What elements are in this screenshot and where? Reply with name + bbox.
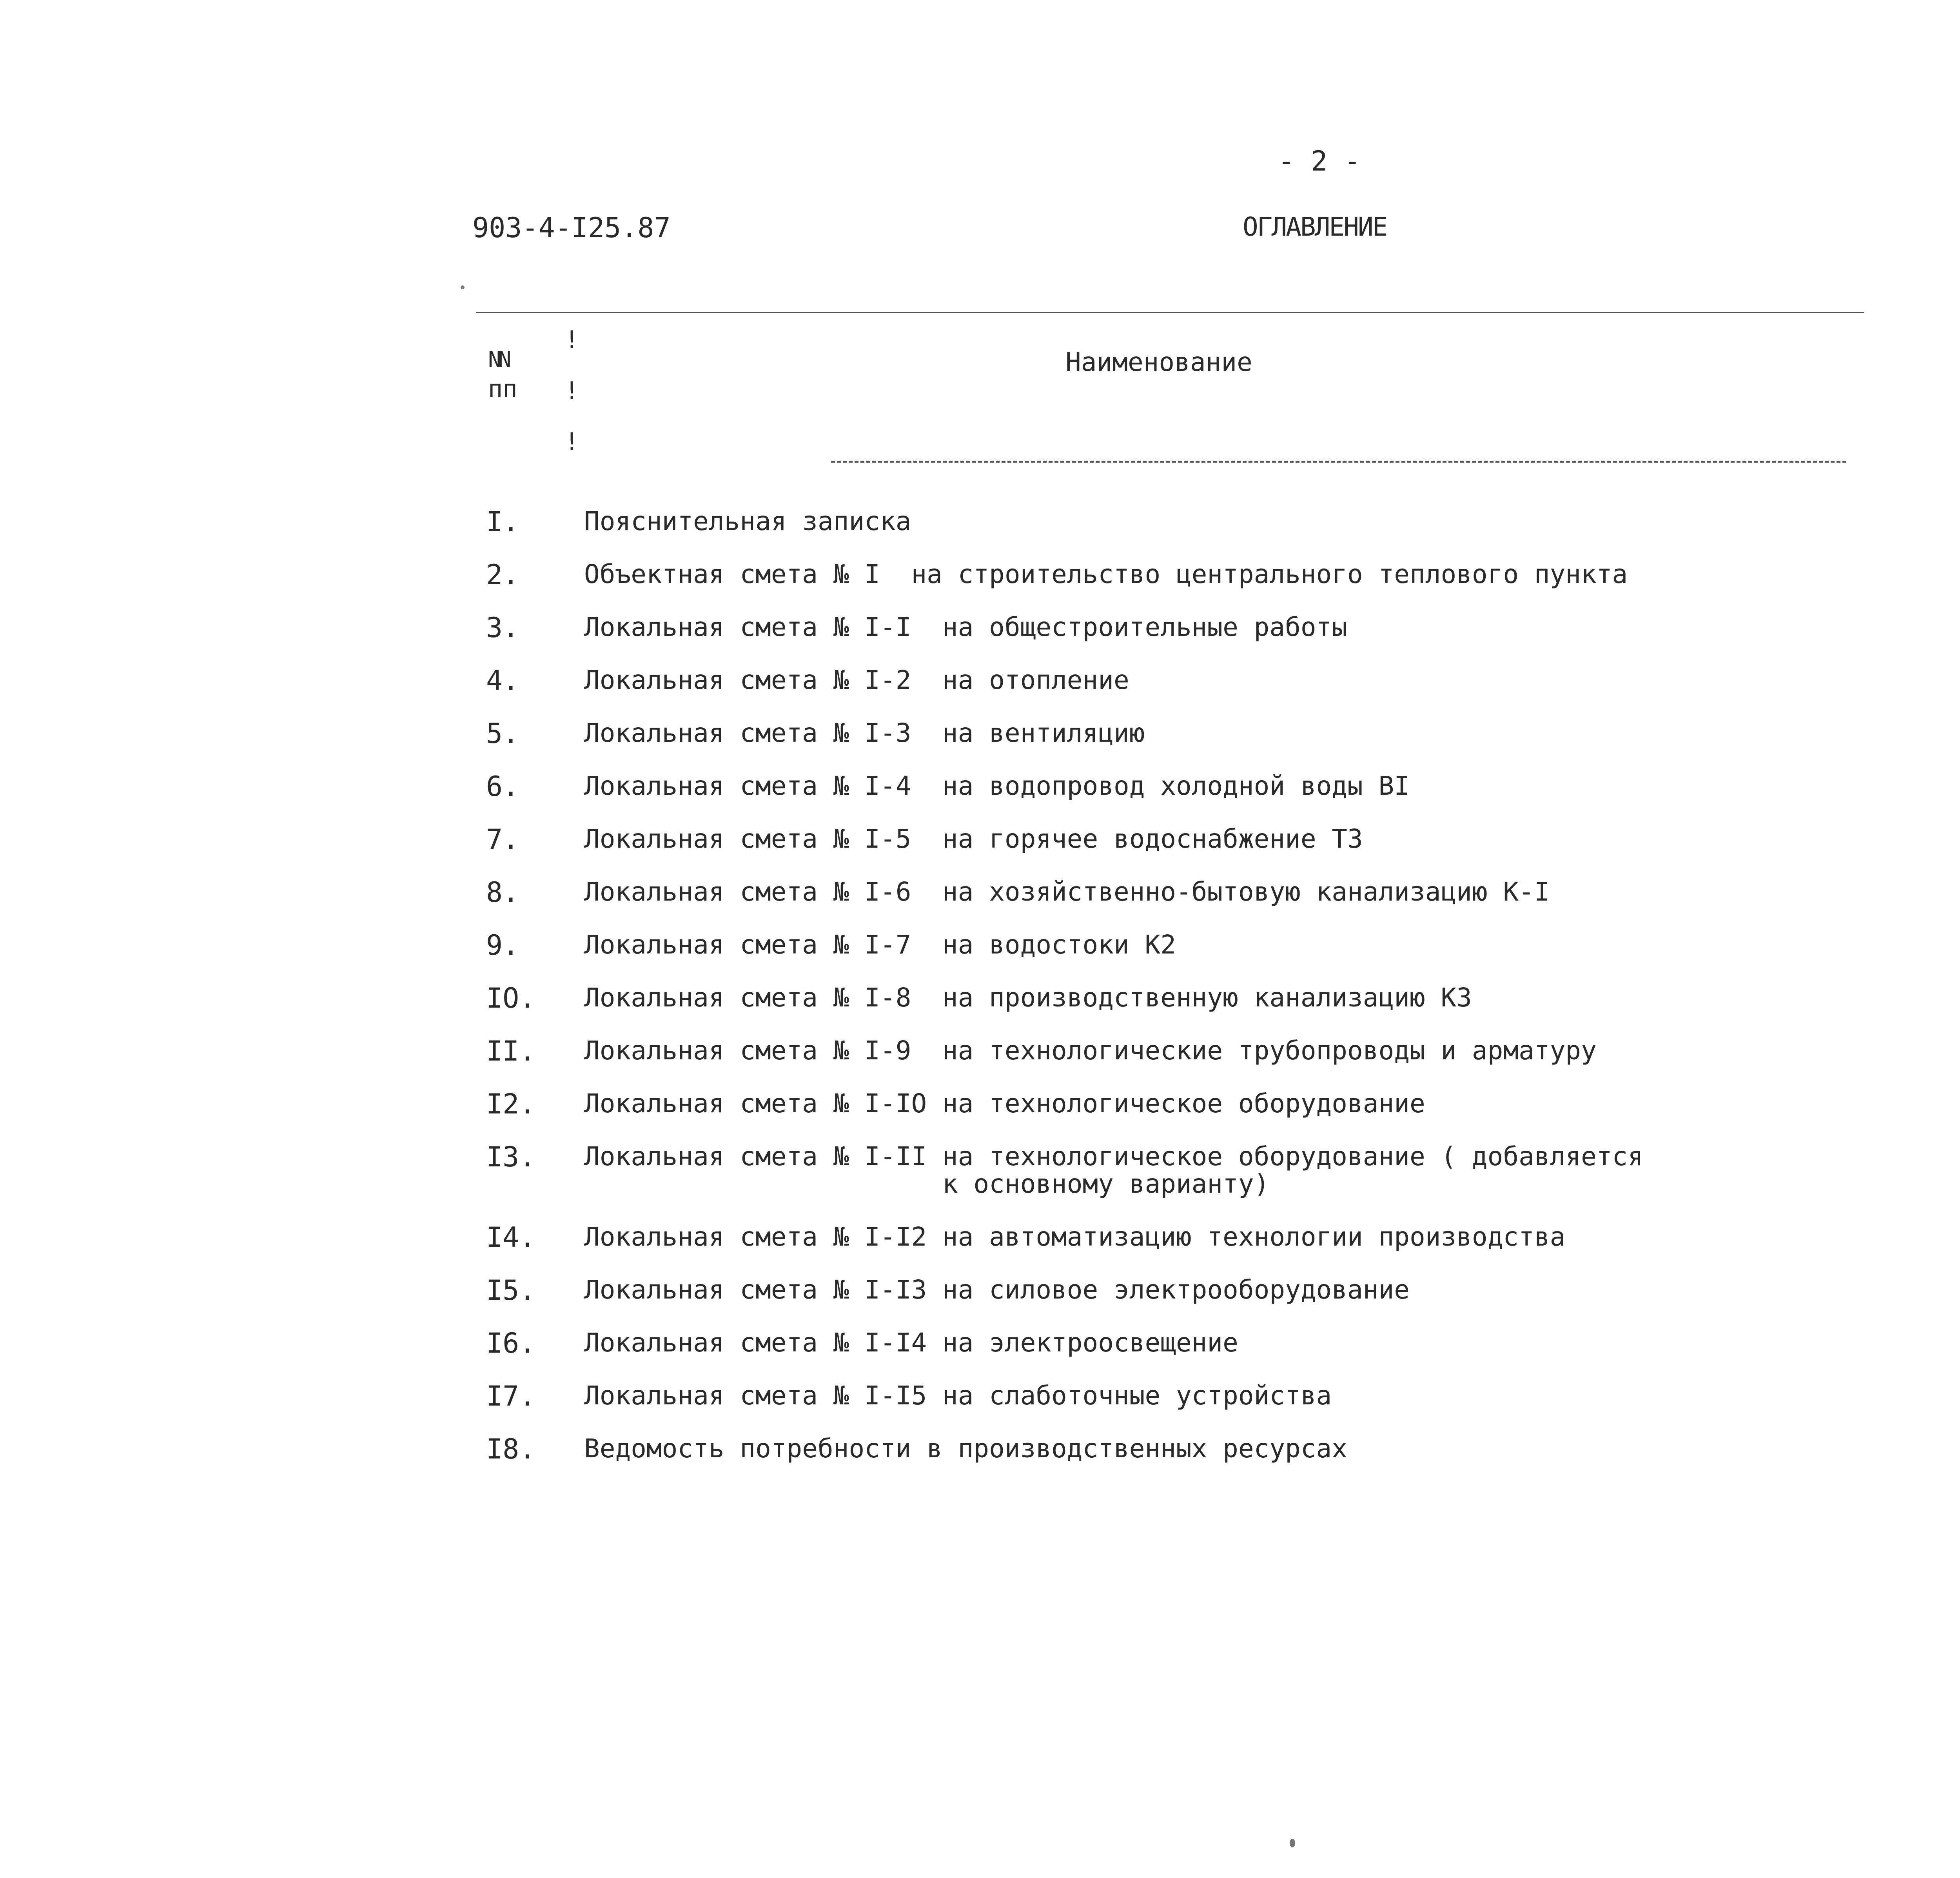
column-header-name: Наименование — [1065, 347, 1252, 377]
item-number: IO. — [486, 982, 536, 1014]
item-title: Локальная смета № I-II на технологическое оборудование ( добавляется к основному варианту) — [584, 1141, 1644, 1199]
item-title: Локальная смета № I-3 на вентиляцию — [584, 718, 1145, 748]
item-title: Локальная смета № I-4 на водопровод холодной воды BI — [584, 771, 1410, 801]
item-title: Локальная смета № I-I3 на силовое электрооборудование — [584, 1275, 1410, 1305]
item-number: I4. — [486, 1221, 536, 1253]
item-number: II. — [486, 1035, 536, 1067]
item-number: I3. — [486, 1141, 536, 1173]
item-number: I7. — [486, 1380, 536, 1412]
column-separator: ! — [564, 427, 579, 456]
column-separator: ! — [564, 376, 579, 405]
item-title: Локальная смета № I-2 на отопление — [584, 665, 1129, 695]
item-number: 6. — [486, 770, 519, 803]
item-title: Локальная смета № I-9 на технологические трубопроводы и арматуру — [584, 1035, 1597, 1066]
header-bottom-rule — [831, 461, 1846, 463]
item-title: Ведомость потребности в производственных ресурсах — [584, 1433, 1348, 1464]
item-title: Объектная смета № I на строительство центрального теплового пункта — [584, 559, 1628, 589]
item-number: 9. — [486, 929, 519, 961]
item-number: 7. — [486, 823, 519, 855]
item-number: I6. — [486, 1327, 536, 1359]
item-title: Локальная смета № I-I на общестроительные работы — [584, 612, 1348, 642]
scan-speck — [1290, 1839, 1295, 1847]
scan-speck — [461, 285, 465, 289]
column-separator: ! — [564, 325, 579, 354]
item-title: Локальная смета № I-I4 на электроосвещение — [584, 1328, 1238, 1358]
item-number: 4. — [486, 665, 519, 697]
item-number: 2. — [486, 559, 519, 591]
item-title: Локальная смета № I-8 на производственную канализацию КЗ — [584, 983, 1472, 1013]
page-number: - 2 - — [1278, 145, 1361, 177]
item-number: 8. — [486, 876, 519, 908]
item-title: Локальная смета № I-7 на водостоки К2 — [584, 930, 1176, 960]
document-code: 903-4-I25.87 — [472, 212, 671, 244]
item-title: Локальная смета № I-6 на хозяйственно-бытовую канализацию К-I — [584, 877, 1550, 907]
item-title: Локальная смета № I-I5 на слаботочные устройства — [584, 1380, 1332, 1411]
table-top-rule — [476, 312, 1864, 313]
item-number: 5. — [486, 717, 519, 750]
item-number: I2. — [486, 1088, 536, 1120]
item-title: Локальная смета № I-I2 на автоматизацию технологии производства — [584, 1222, 1566, 1252]
column-header-number: NN — [488, 347, 508, 372]
item-title: Локальная смета № I-IO на технологическое оборудование — [584, 1088, 1425, 1119]
item-number: 3. — [486, 612, 519, 644]
item-number: I8. — [486, 1433, 536, 1465]
item-title: Пояснительная записка — [584, 506, 911, 536]
item-number: I. — [486, 506, 519, 538]
column-header-pp: пп — [488, 374, 517, 403]
item-title: Локальная смета № I-5 на горячее водоснабжение ТЗ — [584, 824, 1363, 854]
item-number: I5. — [486, 1274, 536, 1306]
page-title: ОГЛАВЛЕНИЕ — [1243, 212, 1387, 242]
